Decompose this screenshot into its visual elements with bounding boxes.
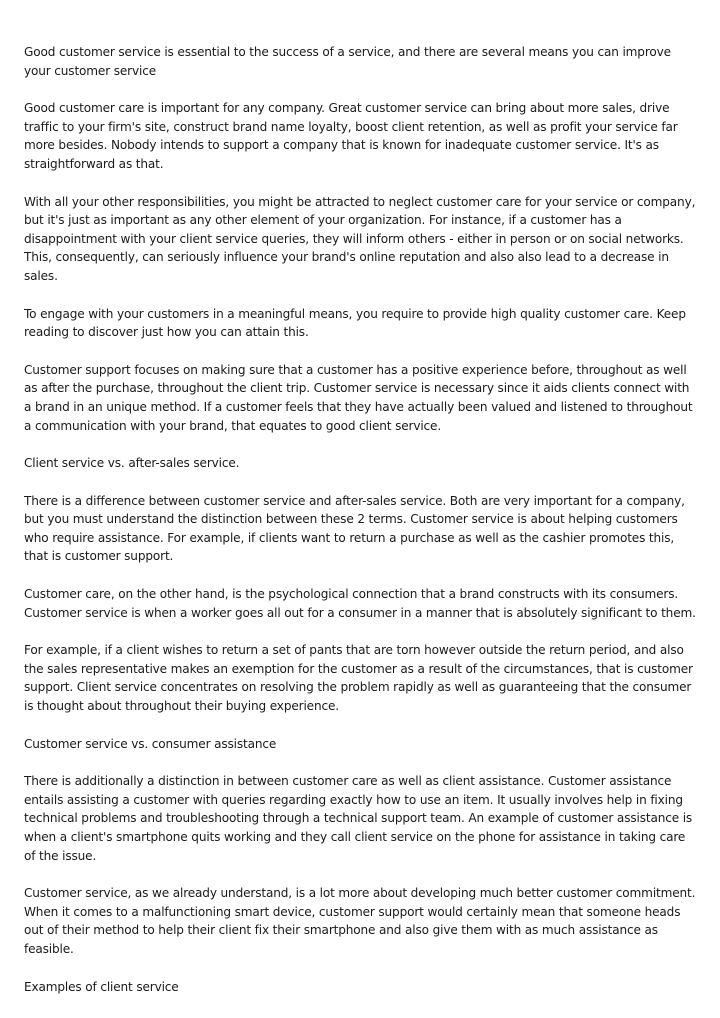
paragraph: Customer support focuses on making sure that a customer has a positive experience before, throughout as well as after the purchase, throughout the client trip. Customer service is necessary since it aids clients connect with a brand in an unique method. If a customer feels that they have actually been valued and listened to throughout a communication with your brand, that equates to good client service.	[24, 362, 693, 433]
paragraph: To engage with your customers in a meaningful means, you require to provide high quality customer care. Keep reading to discover just how you can attain this.	[24, 306, 686, 340]
paragraph: Good customer care is important for any company. Great customer service can bring about more sales, drive traffic to your firm's site, construct brand name loyalty, boost client retention, as well as profit your service far more besides. Nobody intends to support a company that is known for inadequate customer service. It's as straightforward as that.	[24, 101, 678, 171]
paragraph: There is additionally a distinction in between customer care as well as client assistance. Customer assistance entails assisting a customer with queries regarding exactly how to use an item. It usually involves help in fixing technical problems and troubleshooting through a technical support team. An example of customer assistance is when a client's smartphone quits working and they call client service on the phone for assistance in taking care of the issue.	[24, 774, 693, 863]
section-heading: Examples of client service	[24, 979, 179, 994]
section-heading: Client service vs. after-sales service.	[24, 456, 240, 471]
paragraph: For example, if a client wishes to return a set of pants that are torn however outside the return period, and also the sales representative makes an exemption for the customer as a result of the circumstances, that is customer support. Client service concentrates on resolving the problem rapidly as well as guaranteeing that the consumer is thought about throughout their buying experience.	[24, 643, 693, 714]
paragraph: With all your other responsibilities, you might be attracted to neglect customer care for your service or company, but it's just as important as any other element of your organization. For instance, if a customer has a disappointment with your client service queries, they will inform others - either in person or on social networks. This, consequently, can seriously influence your brand's online reputation and also also lead to a decrease in sales.	[24, 194, 696, 283]
paragraph: There is a difference between customer service and after-sales service. Both are very important for a company, but you must understand the distinction between these 2 terms. Customer service is about helping customers who require assistance. For example, if clients want to return a purchase as well as the cashier promotes this, that is customer support.	[24, 493, 685, 564]
paragraph: Good customer service is essential to the success of a service, and there are several means you can improve your customer service	[24, 45, 671, 78]
section-heading: Customer service vs. consumer assistance	[24, 736, 277, 751]
paragraph: Customer service, as we already understand, is a lot more about developing much better customer commitment. When it comes to a malfunctioning smart device, customer support would certainly mean that someone heads out of their method to help their client fix their smartphone and also give them with as much assistance as feasible.	[24, 886, 696, 956]
paragraph: Customer care, on the other hand, is the psychological connection that a brand constructs with its consumers. Customer service is when a worker goes all out for a consumer in a manner that is absolutely significant to them.	[24, 587, 696, 620]
document-page	[24, 43, 696, 1015]
